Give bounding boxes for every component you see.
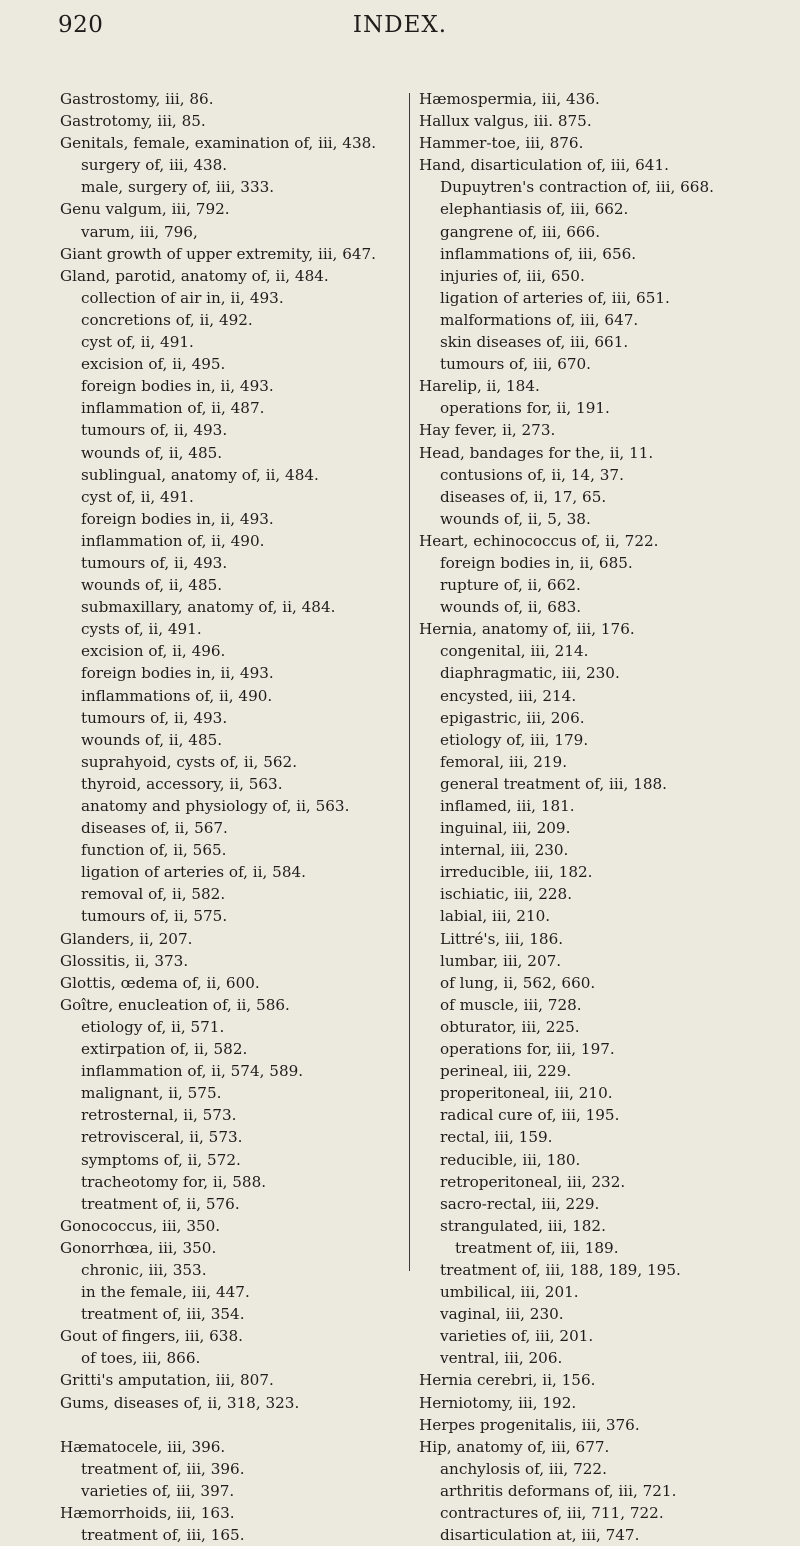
index-subentry: gangrene of, iii, 666. <box>440 222 601 241</box>
index-subentry: excision of, ii, 495. <box>81 355 226 374</box>
index-entry: Glottis, œdema of, ii, 600. <box>60 973 260 992</box>
index-entry: Hand, disarticulation of, iii, 641. <box>419 156 669 175</box>
index-entry: Hernia cerebri, ii, 156. <box>419 1371 596 1390</box>
index-subentry: ischiatic, iii, 228. <box>440 885 573 904</box>
index-subentry: encysted, iii, 214. <box>440 686 577 705</box>
index-subentry: properitoneal, iii, 210. <box>440 1084 613 1103</box>
index-subentry: inflammation of, ii, 574, 589. <box>81 1062 304 1081</box>
index-subentry: disarticulation at, iii, 747. <box>440 1526 640 1545</box>
index-subentry: concretions of, ii, 492. <box>81 310 253 329</box>
index-subentry: submaxillary, anatomy of, ii, 484. <box>81 598 336 617</box>
index-subentry: Littré's, iii, 186. <box>440 929 564 948</box>
index-subentry: tumours of, ii, 493. <box>81 708 228 727</box>
index-entry: Hip, anatomy of, iii, 677. <box>419 1437 610 1456</box>
index-entry: Hay fever, ii, 273. <box>419 421 556 440</box>
index-subentry: wounds of, ii, 485. <box>81 576 223 595</box>
index-entry: Giant growth of upper extremity, iii, 647. <box>60 244 377 263</box>
index-subentry: male, surgery of, iii, 333. <box>81 178 275 197</box>
index-subentry: inguinal, iii, 209. <box>440 819 571 838</box>
index-entry: Gonorrhœa, iii, 350. <box>60 1238 217 1257</box>
index-subentry: femoral, iii, 219. <box>440 752 568 771</box>
index-subentry: inflamed, iii, 181. <box>440 797 575 815</box>
index-subentry: retroperitoneal, iii, 232. <box>440 1172 626 1191</box>
index-subentry: in the female, iii, 447. <box>81 1283 250 1302</box>
index-subentry: perineal, iii, 229. <box>440 1062 572 1081</box>
index-subentry: foreign bodies in, ii, 685. <box>440 553 633 572</box>
index-subentry: of toes, iii, 866. <box>81 1349 201 1368</box>
index-subentry: Dupuytren's contraction of, iii, 668. <box>440 178 714 197</box>
index-subentry: excision of, ii, 496. <box>81 642 226 661</box>
index-entry: Genitals, female, examination of, iii, 438. <box>60 134 377 153</box>
index-subentry: ventral, iii, 206. <box>440 1349 563 1368</box>
index-subentry: epigastric, iii, 206. <box>440 708 585 727</box>
page-title: INDEX. <box>352 12 448 38</box>
index-subentry: cysts of, ii, 491. <box>81 620 202 639</box>
index-subentry: cyst of, ii, 491. <box>81 333 194 352</box>
index-subentry: cyst of, ii, 491. <box>81 487 194 506</box>
index-subentry: varieties of, iii, 397. <box>81 1481 235 1500</box>
index-entry: Gland, parotid, anatomy of, ii, 484. <box>60 266 329 285</box>
index-entry: Gastrotomy, iii, 85. <box>60 112 206 131</box>
index-subentry: arthritis deformans of, iii, 721. <box>440 1481 677 1500</box>
index-subentry: ligation of arteries of, iii, 651. <box>440 288 670 307</box>
index-subentry: treatment of, iii, 189. <box>455 1238 619 1257</box>
index-subentry: lumbar, iii, 207. <box>440 951 562 970</box>
index-subentry: sublingual, anatomy of, ii, 484. <box>81 465 319 484</box>
index-subentry: wounds of, ii, 683. <box>440 598 582 617</box>
index-subentry: diseases of, ii, 567. <box>81 819 228 838</box>
index-subentry: treatment of, iii, 165. <box>81 1526 245 1544</box>
index-entry: Hæmatocele, iii, 396. <box>60 1437 226 1456</box>
index-entry: Hæmospermia, iii, 436. <box>419 90 600 108</box>
index-entry: Heart, echinococcus of, ii, 722. <box>419 531 659 550</box>
index-subentry: treatment of, ii, 576. <box>81 1194 240 1213</box>
index-subentry: elephantiasis of, iii, 662. <box>440 200 629 219</box>
index-subentry: anchylosis of, iii, 722. <box>440 1459 607 1478</box>
index-subentry: operations for, ii, 191. <box>440 399 610 418</box>
index-subentry: rectal, iii, 159. <box>440 1128 553 1147</box>
index-column-left <box>60 88 398 1546</box>
index-subentry: etiology of, iii, 179. <box>440 730 589 749</box>
index-subentry: inflammation of, ii, 487. <box>81 399 265 418</box>
index-subentry: rupture of, ii, 662. <box>440 576 581 595</box>
index-entry: Herpes progenitalis, iii, 376. <box>419 1415 640 1434</box>
index-subentry: inflammation of, ii, 490. <box>81 531 265 550</box>
index-column-right <box>419 88 759 1546</box>
index-subentry: treatment of, iii, 188, 189, 195. <box>440 1260 681 1279</box>
index-entry: Gums, diseases of, ii, 318, 323. <box>60 1393 300 1412</box>
index-subentry: tumours of, iii, 670. <box>440 355 592 374</box>
index-subentry: radical cure of, iii, 195. <box>440 1106 620 1125</box>
index-subentry: malignant, ii, 575. <box>81 1084 222 1103</box>
index-subentry: symptoms of, ii, 572. <box>81 1150 241 1169</box>
page-number: 920 <box>58 12 104 38</box>
index-subentry: tumours of, ii, 575. <box>81 907 228 926</box>
column-divider <box>409 93 410 1271</box>
index-entry: Gonococcus, iii, 350. <box>60 1216 221 1235</box>
index-subentry: tracheotomy for, ii, 588. <box>81 1172 267 1191</box>
index-subentry: varum, iii, 796, <box>81 222 198 241</box>
index-subentry: thyroid, accessory, ii, 563. <box>81 774 283 793</box>
index-subentry: umbilical, iii, 201. <box>440 1283 579 1302</box>
index-entry: Harelip, ii, 184. <box>419 377 540 396</box>
index-entry: Hernia, anatomy of, iii, 176. <box>419 620 635 639</box>
index-subentry: tumours of, ii, 493. <box>81 421 228 440</box>
index-subentry: malformations of, iii, 647. <box>440 310 639 329</box>
index-subentry: internal, iii, 230. <box>440 841 569 860</box>
index-subentry: wounds of, ii, 5, 38. <box>440 509 591 528</box>
index-subentry: removal of, ii, 582. <box>81 885 226 904</box>
index-entry: Hæmorrhoids, iii, 163. <box>60 1503 235 1522</box>
index-subentry: diseases of, ii, 17, 65. <box>440 487 607 506</box>
index-subentry: chronic, iii, 353. <box>81 1260 207 1279</box>
index-subentry: injuries of, iii, 650. <box>440 266 585 285</box>
index-subentry: etiology of, ii, 571. <box>81 1017 225 1036</box>
index-subentry: congenital, iii, 214. <box>440 642 589 661</box>
index-entry: Hammer-toe, iii, 876. <box>419 134 584 153</box>
index-subentry: treatment of, iii, 354. <box>81 1305 245 1324</box>
index-entry: Gout of fingers, iii, 638. <box>60 1327 243 1346</box>
index-entry: Genu valgum, iii, 792. <box>60 200 230 219</box>
index-entry: Head, bandages for the, ii, 11. <box>419 443 654 462</box>
index-entry: Gastrostomy, iii, 86. <box>60 90 214 108</box>
index-entry: Gritti's amputation, iii, 807. <box>60 1371 274 1390</box>
index-subentry: of lung, ii, 562, 660. <box>440 973 596 992</box>
index-subentry: skin diseases of, iii, 661. <box>440 333 629 352</box>
index-subentry: diaphragmatic, iii, 230. <box>440 664 620 683</box>
index-subentry: inflammations of, ii, 490. <box>81 686 273 705</box>
index-subentry: inflammations of, iii, 656. <box>440 244 637 263</box>
index-subentry: wounds of, ii, 485. <box>81 730 223 749</box>
index-subentry: strangulated, iii, 182. <box>440 1216 606 1235</box>
index-subentry: retrosternal, ii, 573. <box>81 1106 237 1125</box>
index-subentry: sacro-rectal, iii, 229. <box>440 1194 600 1213</box>
index-subentry: foreign bodies in, ii, 493. <box>81 377 274 396</box>
index-subentry: ligation of arteries of, ii, 584. <box>81 863 306 882</box>
index-subentry: contusions of, ii, 14, 37. <box>440 465 624 484</box>
index-subentry: wounds of, ii, 485. <box>81 443 223 462</box>
index-subentry: of muscle, iii, 728. <box>440 995 582 1014</box>
index-subentry: irreducible, iii, 182. <box>440 863 593 882</box>
index-subentry: extirpation of, ii, 582. <box>81 1040 248 1059</box>
index-subentry: labial, iii, 210. <box>440 907 551 926</box>
index-subentry: vaginal, iii, 230. <box>440 1305 564 1324</box>
index-entry: Glanders, ii, 207. <box>60 929 193 948</box>
index-subentry: function of, ii, 565. <box>81 841 227 860</box>
index-subentry: varieties of, iii, 201. <box>440 1327 594 1346</box>
index-subentry: surgery of, iii, 438. <box>81 156 228 175</box>
index-entry: Hallux valgus, iii. 875. <box>419 112 592 131</box>
index-subentry: collection of air in, ii, 493. <box>81 288 284 307</box>
index-entry: Goître, enucleation of, ii, 586. <box>60 995 290 1014</box>
index-subentry: reducible, iii, 180. <box>440 1150 581 1169</box>
index-subentry: tumours of, ii, 493. <box>81 553 228 572</box>
index-subentry: foreign bodies in, ii, 493. <box>81 664 274 683</box>
index-entry: Herniotomy, iii, 192. <box>419 1393 577 1412</box>
index-subentry: operations for, iii, 197. <box>440 1040 615 1059</box>
index-subentry: retrovisceral, ii, 573. <box>81 1128 243 1147</box>
index-subentry: foreign bodies in, ii, 493. <box>81 509 274 528</box>
index-subentry: treatment of, iii, 396. <box>81 1459 245 1478</box>
index-entry: Glossitis, ii, 373. <box>60 951 189 970</box>
index-subentry: anatomy and physiology of, ii, 563. <box>81 797 350 815</box>
index-subentry: contractures of, iii, 711, 722. <box>440 1504 664 1522</box>
index-subentry: obturator, iii, 225. <box>440 1017 580 1036</box>
index-subentry: general treatment of, iii, 188. <box>440 774 668 793</box>
index-subentry: suprahyoid, cysts of, ii, 562. <box>81 752 298 771</box>
